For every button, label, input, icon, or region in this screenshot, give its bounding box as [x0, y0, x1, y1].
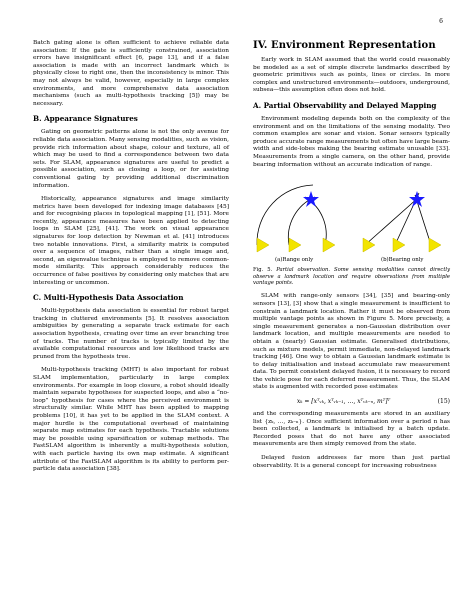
paragraph: Early work in SLAM assumed that the world could reasonably be modeled as a set of simple discrete landmarks described by geometric primitives such as points, lines or circles. In more complex and unstructured environments—outdoors, underground, subsea—this assumption often does not hold.	[253, 57, 450, 94]
figure-label-a: (a)Range only	[275, 257, 314, 264]
vantage-point-triangle-icon	[363, 238, 375, 252]
page-number: 6	[439, 18, 443, 25]
figure-label-b: (b)Bearing only	[381, 257, 424, 264]
landmark-star-icon	[303, 191, 319, 207]
vantage-point-triangle-icon	[323, 238, 335, 252]
landmark-star-icon	[409, 191, 425, 207]
paragraph: Multi-hypothesis data association is essential for robust target tracking in cluttered environments [5]. It resolves association ambiguities by generating a separate track estimate for each association hypothesis, creating over time an ever branching tree of tracks. The number of tracks is typically limited by the available computational resources and low likelihood tracks are pruned from the hypothesis tree.	[33, 308, 229, 360]
bearing-ray	[365, 197, 419, 245]
vantage-point-triangle-icon	[257, 238, 269, 252]
section-heading-partial-observability: A. Partial Observability and Delayed Mapping	[253, 100, 437, 110]
right-column	[253, 40, 450, 476]
left-column	[33, 40, 229, 480]
vantage-point-triangle-icon	[429, 238, 441, 252]
section-heading-multi-hypothesis: C. Multi-Hypothesis Data Association	[33, 293, 184, 303]
section-heading-environment-representation: IV. Environment Representation	[253, 40, 436, 51]
section-heading-appearance-signatures: B. Appearance Signatures	[33, 114, 138, 124]
figure-partial-observation	[253, 175, 450, 263]
vantage-point-triangle-icon	[393, 238, 405, 252]
figure-caption	[253, 267, 450, 286]
paragraph: Environment modeling depends both on the complexity of the environment and on the limitations of the sensing modality. Two common examples are sonar and vision. Sonar sensors typically produce accurate range measurements but often have large beam-width and side-lobes making the bearing estimate unusable [33]. Measurements from a single camera, on the other hand, provide bearing information without an accurate indication of range.	[253, 115, 450, 168]
range-arc	[288, 197, 315, 245]
paragraph: Historically, appearance signatures and image similarity metrics have been developed for indexing image databases [45] and for recognising places in topological mapping [1], [51]. More recently, appearance measures have been applied to detecting loops in SLAM [25], [41]. The work on visual appearance signatures for loop detection by Newman et al. [41] introduces two notable innovations. First, a similarity matrix is computed over a sequence of images, rather than a single image and, second, an eigenvalue technique is employed to remove common-mode similarity. This approach considerably reduces the occurrence of false positives by considering only matches that are interesting or uncommon.	[33, 196, 229, 286]
paragraph: Multi-hypothesis tracking (MHT) is also important for robust SLAM implementation, particularly in large complex environments. For example in loop closure, a robot should ideally maintain separate hypotheses for suspected loops, and also a “no-loop” hypothesis for cases where the perceived environment is structurally similar. While MHT has been applied to mapping problems [10], it has yet to be applied in the SLAM context. A major hurdle is the computational overhead of maintaining separate map estimates for each hypothesis. Tractable solutions may be possible using sparsification or submap methods. The FastSLAM algorithm is inherently a multi-hypothesis solution, with each particle having its own map estimate. A significant attribute of the FastSLAM algorithm is its ability to perform per-particle data association [38].	[33, 367, 229, 473]
range-arc	[257, 185, 313, 245]
paragraph: Batch gating alone is often sufficient to achieve reliable data association: If the gate is sufficiently constrained, association errors have insignificant effect [6, page 13], and if a false association is made with an incorrect landmark which is physically close to right one, then the inconsistency is minor. This may not always be valid, however, especially in large complex environments, and more comprehensive data association mechanisms (such as multi-hypothesis tracking [5]) may be necessary.	[33, 40, 229, 107]
figure-caption-text: Partial observation. Some sensing modalities cannot directly observe a landmark location and require observations from multiple vantage points.	[253, 267, 450, 286]
figure-caption-number: Fig. 5.	[253, 267, 273, 274]
panel-range-only	[257, 185, 335, 252]
paragraph: Delayed fusion addresses far more than just partial observability. It is a general concept for increasing robustness	[253, 455, 450, 469]
paragraph: and the corresponding measurements are stored in an auxiliary list {zₖ, …, zₖ₋ₙ}. Once sufficient information over a period n has been collected, a landmark is initialised by a batch update. Recorded poses that do not have any other associated measurements are then simply removed from the state.	[253, 411, 450, 448]
figure-diagram	[253, 175, 450, 263]
paragraph: SLAM with range-only sensors [34], [35] and bearing-only sensors [13], [3] show that a single measurement is insufficient to constrain a landmark location. Rather it must be observed from multiple vantage points as shown in Figure 5. More precisely, a single measurement generates a non-Gaussian distribution over landmark location, and multiple measurements are needed to obtain a (nearly) Gaussian estimate. Generalised distributions, such as mixture models, permit immediate, non-delayed landmark tracking [46]. One way to obtain a Gaussian landmark estimate is to delay initialisation and instead accumulate raw measurement data. To permit consistent delayed fusion, it is necessary to record the vehicle pose for each deferred measurement. Thus, the SLAM state is augmented with recorded pose estimates	[253, 293, 450, 391]
paragraph: Gating on geometric patterns alone is not the only avenue for reliable data association. Many sensing modalities, such as vision, provide rich information about shape, colour and texture, all of which may be used to find a correspondence between two data sets. For SLAM, appearance signatures are useful to predict a possible association, such as closing a loop, or for assisting conventional gating by providing additional discrimination information.	[33, 129, 229, 189]
vantage-point-triangle-icon	[289, 238, 301, 252]
equation-15	[253, 398, 450, 405]
panel-bearing-only	[363, 191, 441, 252]
equation-number: (15)	[437, 398, 450, 406]
equation: xₖ = [xᵀᵥₖ, xᵀᵥₖ₋₁, …, xᵀᵥₖ₋ₙ, mᵀ]ᵀ	[296, 398, 391, 406]
